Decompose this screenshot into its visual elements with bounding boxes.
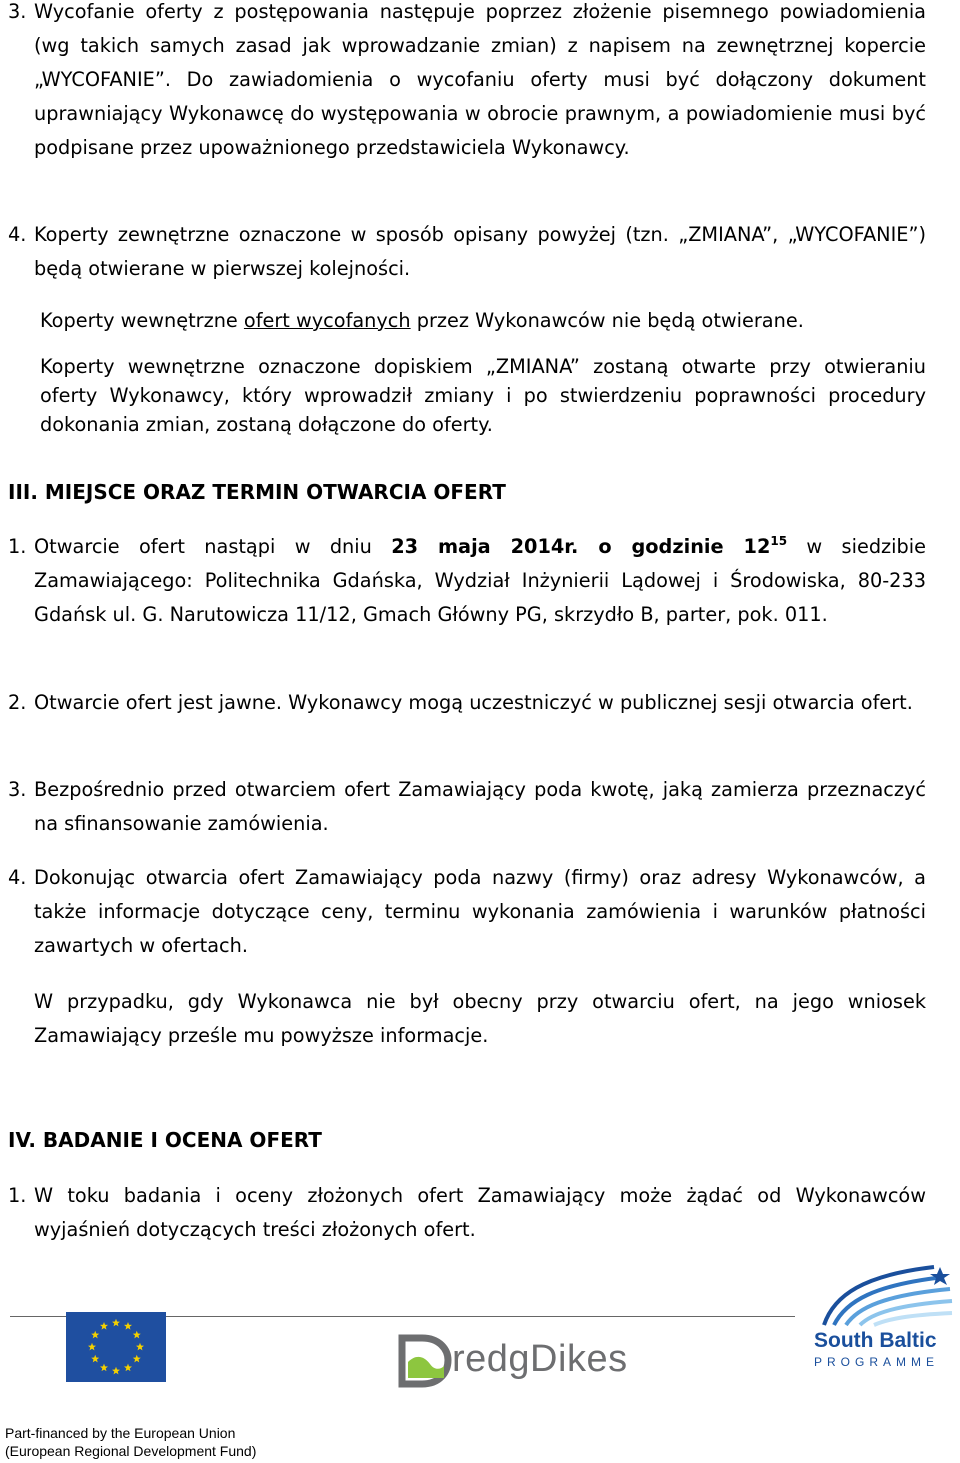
footer-financing-line-1: Part-financed by the European Union [5,1425,236,1441]
section3-item-2: 2. Otwarcie ofert jest jawne. Wykonawcy mogą uczestniczyć w publicznej sesji otwarcia ofert. [8,686,926,720]
item-text: W toku badania i oceny złożonych ofert Zamawiający może żądać od Wykonawców wyjaśnień dotyczących treści złożonych ofert. [34,1184,926,1241]
south-baltic-title: South Baltic [814,1329,937,1352]
list-item-4 [8,218,926,286]
section-heading-iv: IV. BADANIE I OCENA OFERT [8,1128,322,1152]
dredgdikes-logo-text: redgDikes [452,1338,628,1380]
dredgdikes-d-icon [396,1332,452,1388]
item-text: Bezpośrednio przed otwarciem ofert Zamawiający poda kwotę, jaką zamierza przeznaczyć na sfinansowanie zamówienia. [34,778,926,835]
item-number: 4. [8,223,27,246]
item-text: Wycofanie oferty z postępowania następuje poprzez złożenie pisemnego powiadomienia (wg takich samych zasad jak wprowadzanie zmian) z napisem na zewnętrznej kopercie „WYCOFANIE”. Do zawiadomienia o wycofaniu oferty musi być dołączony dokument uprawniający Wykonawcę do występowania w obrocie prawnym, a powiadomienie musi być podpisane przez upoważnionego przedstawiciela Wykonawcy. [34,0,926,159]
item-text: Dokonując otwarcia ofert Zamawiający poda nazwy (firmy) oraz adresy Wykonawców, a także informacje dotyczące ceny, terminu wykonania zamówienia i warunków płatności zawartych w ofertach. [34,866,926,957]
section3-paragraph-5 [8,985,926,1053]
opening-date: 23 maja 2014r. [391,535,579,558]
inner-envelopes-paragraph-2: Koperty wewnętrzne oznaczone dopiskiem „ZMIANA” zostaną otwarte przy otwieraniu oferty Wykonawcy, który wprowadził zmiany i po stwierdzeniu poprawności procedury dokonania zmian, zostaną dołączone do oferty. [40,355,926,436]
item-number: 3. [8,0,27,23]
section3-item-1: 1. Otwarcie ofert nastąpi w dniu 23 maja 2014r. o godzinie $12^{15}$ w siedzibie Zamawiającego: Politechnika Gdańska, Wydział Inżynierii Lądowej i Środowiska, 80-233 Gdańsk ul. G. Narutowicza 11/12, Gmach Główny PG, skrzydło B, parter, pok. 011. [8,530,926,632]
eu-flag-logo [66,1312,166,1382]
section3-item-4: 4. Dokonując otwarcia ofert Zamawiający poda nazwy (firmy) oraz adresy Wykonawców, a także informacje dotyczące ceny, terminu wykonania zamówienia i warunków płatności zawartych w ofertach. [8,861,926,963]
underlined-text: ofert wycofanych [243,309,411,332]
item-text: W przypadku, gdy Wykonawca nie był obecny przy otwarciu ofert, na jego wniosek Zamawiający prześle mu powyższe informacje. [34,990,926,1047]
footer-financing-line-2: (European Regional Development Fund) [5,1443,257,1459]
south-baltic-wave-icon [804,1265,954,1327]
item-text: Otwarcie ofert nastąpi w dniu 23 maja 2014r. o godzinie $12^{15}$ w siedzibie Zamawiającego: Politechnika Gdańska, Wydział Inżynierii Lądowej i Środowiska, 80-233 Gdańsk ul. G. Narutowicza 11/12, Gmach Główny PG, skrzydło B, parter, pok. 011. [34,534,926,626]
item-text: Otwarcie ofert jest jawne. Wykonawcy mogą uczestniczyć w publicznej sesji otwarcia ofert. [34,691,913,714]
item-text: Koperty zewnętrzne oznaczone w sposób opisany powyżej (tzn. „ZMIANA”, „WYCOFANIE”) będą otwierane w pierwszej kolejności. [34,223,926,280]
south-baltic-logo [804,1265,954,1375]
dredgdikes-logo [396,1330,628,1390]
section4-item-1: 1. W toku badania i oceny złożonych ofert Zamawiający może żądać od Wykonawców wyjaśnień dotyczących treści złożonych ofert. [8,1179,926,1247]
section3-item-3: 3. Bezpośrednio przed otwarciem ofert Zamawiający poda kwotę, jaką zamierza przeznaczyć na sfinansowanie zamówienia. [8,773,926,841]
opening-time: o godzinie $12^{15}$ [578,534,788,558]
south-baltic-subtitle: PROGRAMME [814,1355,940,1369]
section-heading-iii: III. MIEJSCE ORAZ TERMIN OTWARCIA OFERT [8,480,506,504]
list-item-3 [8,0,926,165]
inner-envelopes-paragraph-1: Koperty wewnętrzne ofert wycofanych przez Wykonawców nie będą otwierane. [40,309,804,332]
